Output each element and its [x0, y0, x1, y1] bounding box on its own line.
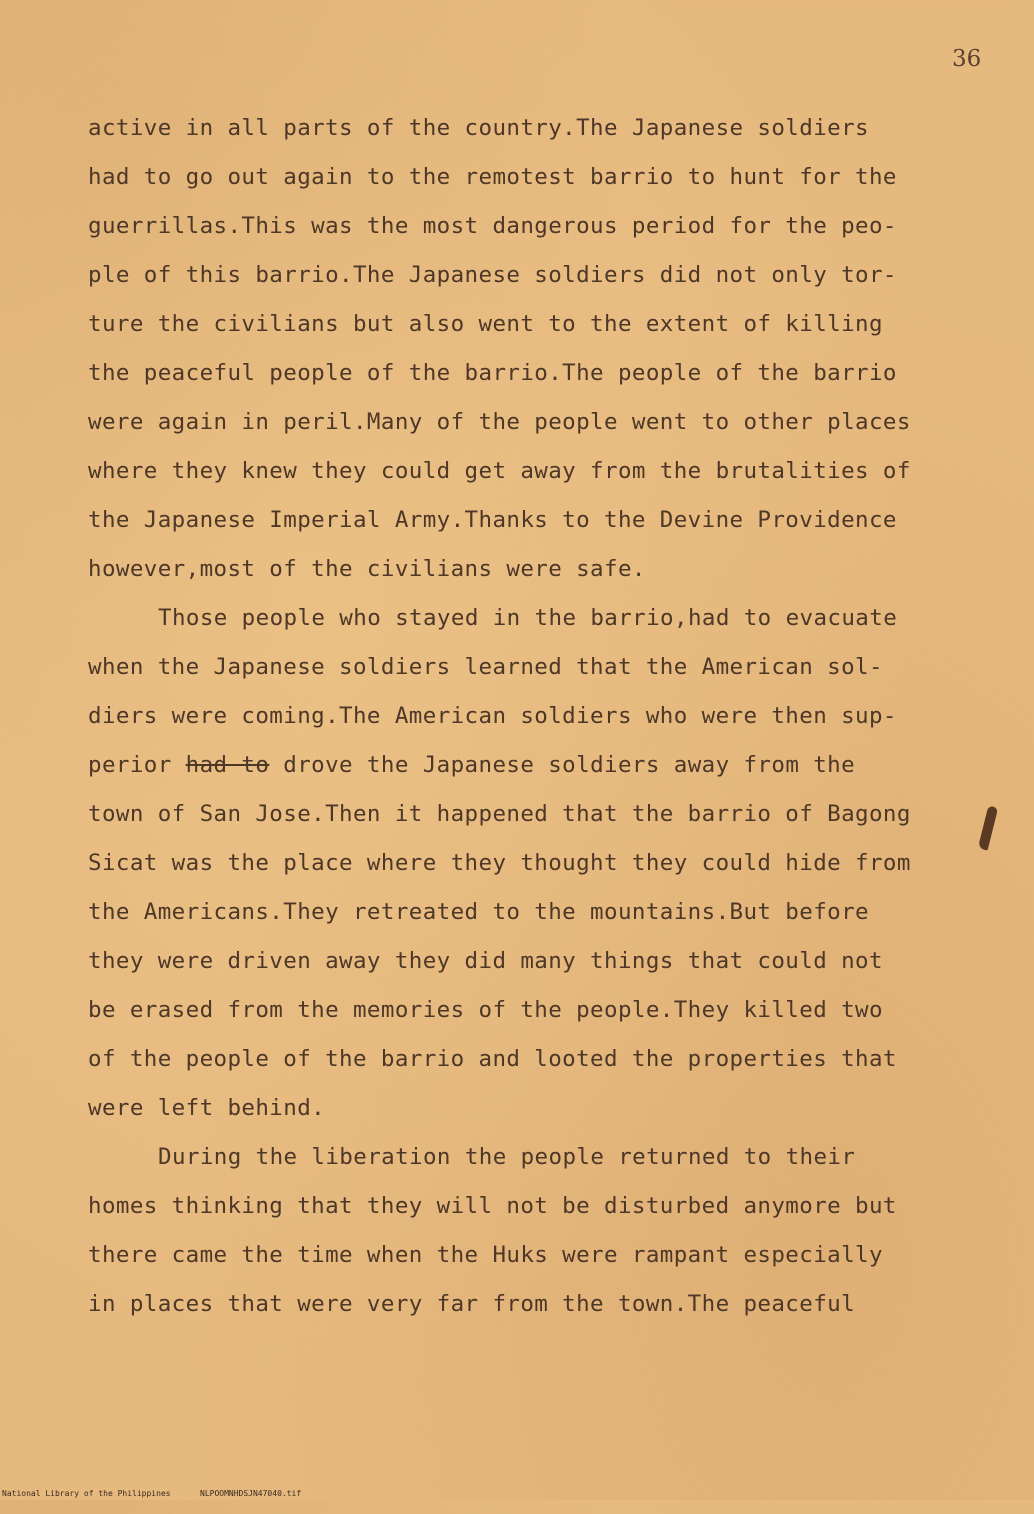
paragraph [88, 602, 988, 1141]
archive-footer [0, 1487, 1034, 1500]
struck-through-text: had to [185, 752, 270, 778]
text-line: they were driven away they did many things that could not [88, 948, 883, 974]
text-line: diers were coming.The American soldiers who were then sup- [88, 703, 897, 729]
paragraph [88, 1141, 988, 1337]
text-line: Those people who stayed in the barrio,had to evacuate [158, 605, 898, 631]
text-line: active in all parts of the country.The Japanese soldiers [88, 115, 869, 141]
text-line-with-strikethrough [88, 749, 988, 798]
text-line: the Americans.They retreated to the mountains.But before [88, 899, 869, 925]
text-line: were again in peril.Many of the people went to other places [88, 409, 911, 435]
library-credit: National Library of the Philippines [2, 1489, 171, 1498]
text-line: guerrillas.This was the most dangerous period for the peo- [88, 213, 897, 239]
text-line: During the liberation the people returned to their [158, 1144, 856, 1170]
text-segment: drove the Japanese soldiers away from the [269, 752, 856, 778]
text-line: Sicat was the place where they thought they could hide from [88, 850, 911, 876]
paragraph [88, 112, 988, 602]
text-line: were left behind. [88, 1095, 326, 1121]
text-segment: perior [88, 752, 186, 778]
text-line: when the Japanese soldiers learned that the American sol- [88, 654, 883, 680]
text-line: where they knew they could get away from the brutalities of [88, 458, 911, 484]
text-line: town of San Jose.Then it happened that the barrio of Bagong [88, 801, 911, 827]
typed-text-body [88, 112, 988, 1337]
text-line: in places that were very far from the town.The peaceful [88, 1291, 856, 1317]
text-line: ture the civilians but also went to the extent of killing [88, 311, 883, 337]
text-line: there came the time when the Huks were rampant especially [88, 1242, 883, 1268]
text-line: however,most of the civilians were safe. [88, 556, 646, 582]
text-line: ple of this barrio.The Japanese soldiers did not only tor- [88, 262, 897, 288]
text-line: the peaceful people of the barrio.The people of the barrio [88, 360, 897, 386]
file-name: NLPOOMNHDSJN47040.tif [200, 1489, 302, 1498]
text-line: the Japanese Imperial Army.Thanks to the Devine Providence [88, 507, 897, 533]
text-line: be erased from the memories of the people.They killed two [88, 997, 883, 1023]
text-line: of the people of the barrio and looted the properties that [88, 1046, 897, 1072]
text-line: homes thinking that they will not be disturbed anymore but [88, 1193, 897, 1219]
page-number: 36 [952, 46, 982, 72]
text-line: had to go out again to the remotest barrio to hunt for the [88, 164, 897, 190]
